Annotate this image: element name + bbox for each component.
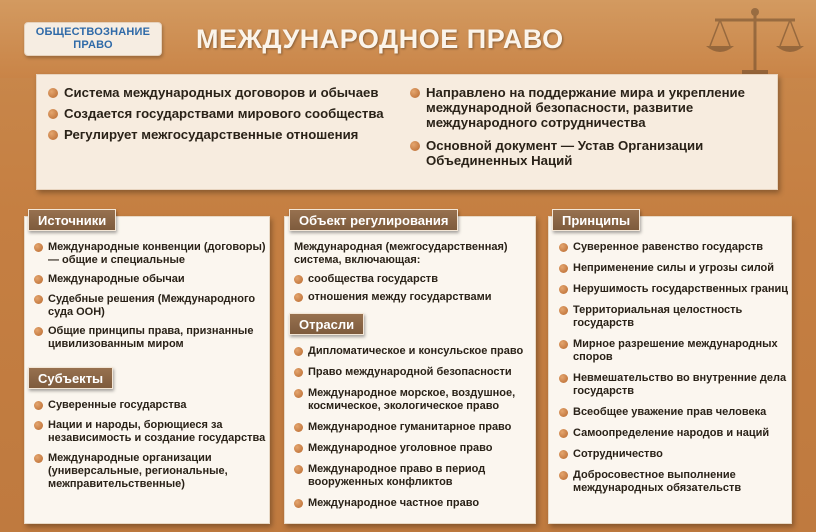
list-item (559, 427, 789, 440)
page-title: МЕЖДУНАРОДНОЕ ПРАВО (196, 24, 564, 54)
subject-badge (24, 22, 162, 56)
overview-text: Регулирует межгосударственные отношения (64, 127, 359, 142)
principle-text: Суверенное равенство государств (573, 241, 763, 253)
branches-list (294, 345, 532, 510)
list-item (34, 273, 266, 286)
list-item (47, 127, 397, 142)
list-item (559, 262, 789, 275)
bullet-icon (34, 454, 43, 463)
sources-heading: Источники (28, 209, 116, 231)
bullet-icon (48, 88, 58, 98)
list-item (294, 387, 532, 413)
bullet-icon (559, 306, 568, 315)
list-item (409, 85, 774, 130)
list-item (559, 406, 789, 419)
bullet-icon (410, 88, 420, 98)
list-item (559, 372, 789, 398)
overview-panel (36, 74, 778, 190)
list-item (34, 325, 266, 351)
source-text: Международные обычаи (48, 273, 185, 285)
list-item (294, 366, 532, 379)
bullet-icon (34, 243, 43, 252)
principle-text: Нерушимость государственных границ (573, 283, 789, 295)
list-item (294, 497, 532, 510)
bullet-icon (559, 374, 568, 383)
bullet-icon (294, 499, 303, 508)
bullet-icon (294, 465, 303, 474)
list-item (294, 463, 532, 489)
principles-list (559, 241, 789, 495)
bullet-icon (559, 340, 568, 349)
subjects-list (34, 399, 266, 491)
overview-left-list (47, 85, 397, 148)
bullet-icon (294, 423, 303, 432)
list-item (294, 442, 532, 455)
bullet-icon (34, 275, 43, 284)
bullet-icon (48, 109, 58, 119)
list-item (47, 106, 397, 121)
list-item (294, 421, 532, 434)
list-item (34, 241, 266, 267)
list-item (559, 241, 789, 254)
principle-text: Неприменение силы и угрозы силой (573, 262, 775, 274)
list-item (34, 452, 266, 491)
branch-text: Дипломатическое и консульское право (308, 345, 524, 357)
subject-text: Нации и народы, борющиеся за независимость и создание государства (48, 419, 266, 444)
principle-text: Добросовестное выполнение международных обязательств (573, 469, 742, 494)
source-text: Общие принципы права, признанные цивилизованным миром (48, 325, 254, 350)
list-item (559, 469, 789, 495)
object-list (294, 273, 530, 304)
bullet-icon (48, 130, 58, 140)
overview-text: Основной документ — Устав Организации Объединенных Наций (426, 138, 704, 168)
branches-heading: Отрасли (289, 313, 364, 335)
overview-text: Система международных договоров и обычаев (64, 85, 379, 100)
bullet-icon (410, 141, 420, 151)
list-item (294, 273, 530, 286)
bullet-icon (294, 275, 303, 284)
source-text: Международные конвенции (договоры) — общие и специальные (48, 241, 266, 266)
principles-heading: Принципы (552, 209, 640, 231)
subject-text: Международные организации (универсальные, региональные, межправительственные) (48, 452, 228, 490)
bullet-icon (559, 450, 568, 459)
subjects-heading: Субъекты (28, 367, 113, 389)
principle-text: Мирное разрешение международных споров (573, 338, 778, 363)
branch-text: Международное уголовное право (308, 442, 493, 454)
overview-right-list (409, 85, 774, 176)
bullet-icon (294, 293, 303, 302)
principle-text: Невмешательство во внутренние дела государств (573, 372, 787, 397)
principle-text: Территориальная целостность государств (573, 304, 743, 329)
overview-text: Направлено на поддержание мира и укрепление международной безопасности, развитие международного сотрудничества (426, 85, 745, 130)
bullet-icon (294, 368, 303, 377)
bullet-icon (34, 421, 43, 430)
bullet-icon (559, 471, 568, 480)
list-item (559, 448, 789, 461)
object-heading: Объект регулирования (289, 209, 458, 231)
subject-text: Суверенные государства (48, 399, 187, 411)
bullet-icon (34, 295, 43, 304)
branch-text: Международное право в период вооруженных конфликтов (308, 463, 486, 488)
list-item (409, 138, 774, 168)
bullet-icon (34, 401, 43, 410)
list-item (559, 338, 789, 364)
list-item (34, 419, 266, 445)
sources-list (34, 241, 266, 351)
bullet-icon (294, 444, 303, 453)
list-item (34, 293, 266, 319)
bullet-icon (559, 264, 568, 273)
bullet-icon (559, 243, 568, 252)
list-item (294, 291, 530, 304)
bullet-icon (294, 389, 303, 398)
list-item (47, 85, 397, 100)
overview-text: Создается государствами мирового сообщества (64, 106, 384, 121)
principle-text: Всеобщее уважение прав человека (573, 406, 767, 418)
list-item (294, 345, 532, 358)
bullet-icon (559, 408, 568, 417)
badge-line-1: ОБЩЕСТВОЗНАНИЕ (35, 26, 151, 38)
branch-text: Международное гуманитарное право (308, 421, 512, 433)
bullet-icon (559, 429, 568, 438)
list-item (559, 304, 789, 330)
principle-text: Самоопределение народов и наций (573, 427, 770, 439)
object-text: отношения между государствами (308, 291, 492, 303)
scales-of-justice-icon (700, 6, 810, 76)
branch-text: Право международной безопасности (308, 366, 512, 378)
list-item (559, 283, 789, 296)
badge-line-2: ПРАВО (73, 39, 113, 51)
principle-text: Сотрудничество (573, 448, 663, 460)
list-item (34, 399, 266, 412)
object-intro: Международная (межгосударственная) система, включающая: (294, 241, 508, 266)
source-text: Судебные решения (Международного суда ООН) (48, 293, 256, 318)
branch-text: Международное частное право (308, 497, 480, 509)
bullet-icon (34, 327, 43, 336)
object-text: сообщества государств (308, 273, 438, 285)
bullet-icon (559, 285, 568, 294)
branch-text: Международное морское, воздушное, космическое, экологическое право (308, 387, 516, 412)
bullet-icon (294, 347, 303, 356)
